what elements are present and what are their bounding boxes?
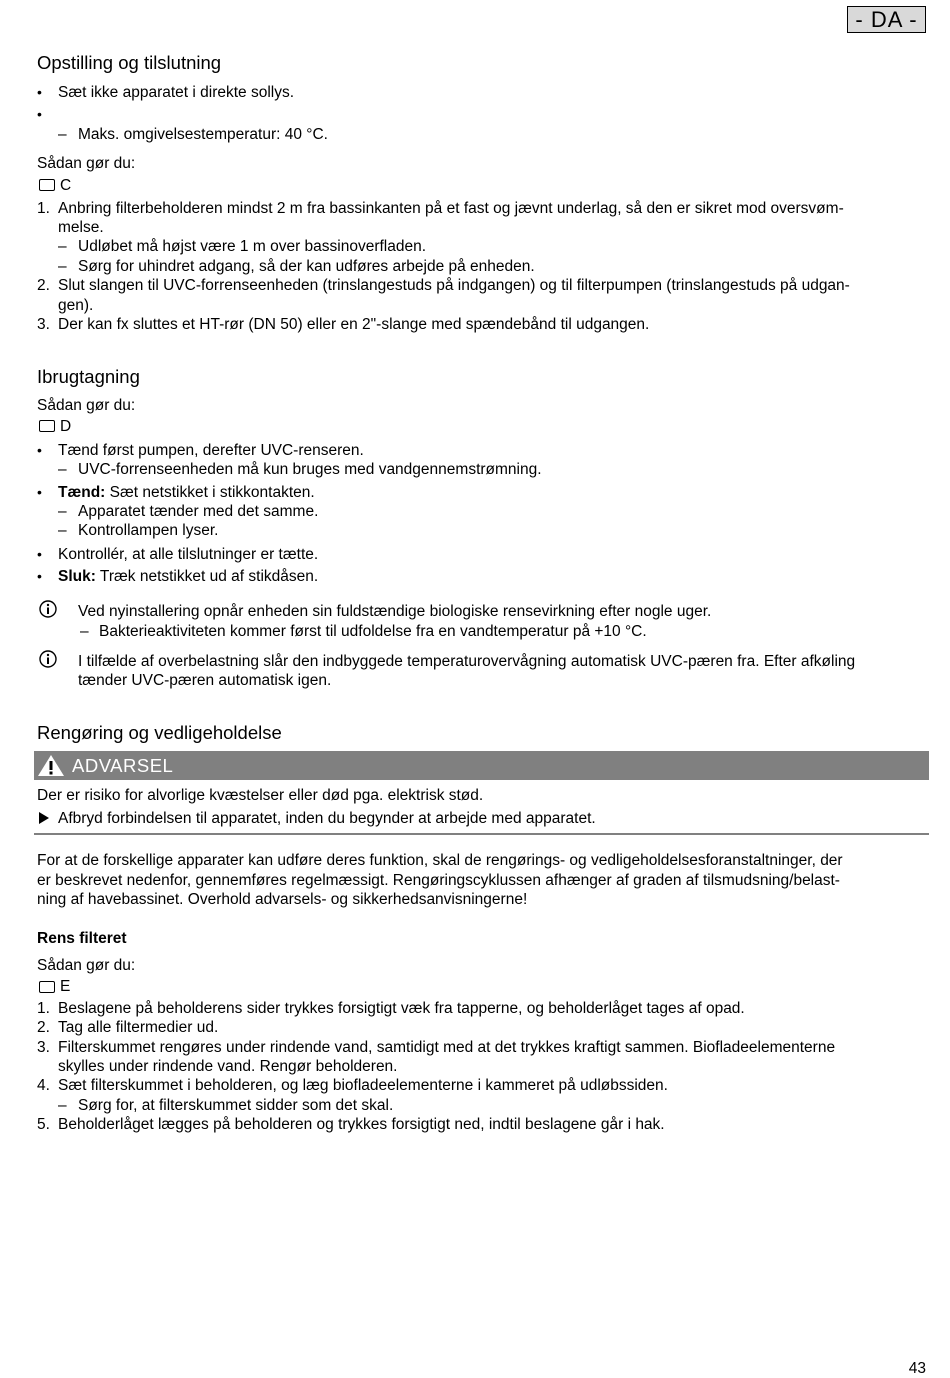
info-icon — [39, 650, 57, 668]
language-tag: - DA - — [847, 6, 926, 33]
startup-bullet-4-bold: Sluk: — [58, 568, 96, 585]
dash-icon: – — [58, 258, 67, 275]
section-title-maintenance: Rengøring og vedligeholdelse — [37, 722, 282, 743]
step-number: 3. — [37, 316, 50, 333]
bullet-icon: • — [37, 84, 42, 100]
dash-icon: – — [58, 1097, 67, 1114]
figure-ref-icon — [39, 420, 55, 432]
maintenance-step-3-line-2: skylles under rindende vand. Rengør beholderen. — [58, 1058, 398, 1075]
step-number: 1. — [37, 200, 50, 217]
bullet-icon: • — [37, 546, 42, 562]
warning-bar — [34, 751, 929, 780]
figure-ref-icon — [39, 179, 55, 191]
bullet-icon: • — [37, 106, 42, 122]
setup-dash-1: Maks. omgivelsestemperatur: 40 °C. — [78, 126, 328, 143]
startup-bullet-1: Tænd først pumpen, derefter UVC-renseren. — [58, 442, 364, 459]
setup-step-2-line-1: Slut slangen til UVC-forrenseenheden (trinslangestuds på indgangen) og til filterpumpen (trinslangestuds på udgan- — [58, 277, 850, 294]
step-number: 5. — [37, 1116, 50, 1133]
subsection-title-clean-filter: Rens filteret — [37, 930, 127, 947]
startup-bullet-4-rest: Træk netstikket ud af stikdåsen. — [95, 568, 319, 585]
dash-icon: – — [58, 522, 67, 539]
setup-step-1-line-1: Anbring filterbeholderen mindst 2 m fra bassinkanten på et fast og jævnt underlag, så den er sikret mod oversvøm- — [58, 200, 844, 217]
warning-label: ADVARSEL — [72, 755, 174, 776]
maintenance-step-4-dash: Sørg for, at filterskummet sidder som det skal. — [78, 1097, 394, 1114]
step-number: 4. — [37, 1077, 50, 1094]
maintenance-para-line-2: er beskrevet nedenfor, gennemføres regelmæssigt. Rengøringscyklussen afhænger af graden af tilsmudsning/belast- — [37, 872, 840, 889]
figure-ref-icon — [39, 981, 55, 993]
warning-action: Afbryd forbindelsen til apparatet, inden du begynder at arbejde med apparatet. — [58, 810, 596, 827]
startup-bullet-2-dash-2: Kontrollampen lyser. — [78, 522, 219, 539]
bullet-icon: • — [37, 442, 42, 458]
startup-bullet-3: Kontrollér, at alle tilslutninger er tætte. — [58, 546, 319, 563]
info-1-line-1: Ved nyinstallering opnår enheden sin fuldstændige biologiske rensevirkning efter nogle uger. — [78, 603, 712, 620]
warning-triangle-icon — [37, 754, 65, 777]
maintenance-step-2: Tag alle filtermedier ud. — [58, 1019, 219, 1036]
startup-bullet-2-rest: Sæt netstikket i stikkontakten. — [105, 484, 315, 501]
startup-bullet-4 — [58, 567, 318, 586]
setup-step-2-line-2: gen). — [58, 297, 94, 314]
maintenance-step-1: Beslagene på beholderens sider trykkes forsigtigt væk fra tapperne, og beholderlåget tages af opad. — [58, 1000, 745, 1017]
step-number: 1. — [37, 1000, 50, 1017]
dash-icon: – — [58, 238, 67, 255]
section-title-startup: Ibrugtagning — [37, 366, 140, 387]
startup-bullet-1-dash: UVC-forrenseenheden må kun bruges med vandgennemstrømning. — [78, 461, 542, 478]
setup-step-3-line-1: Der kan fx sluttes et HT-rør (DN 50) eller en 2"-slange med spændebånd til udgangen. — [58, 316, 650, 333]
setup-figure-ref: C — [60, 177, 72, 194]
setup-step-1-line-2: melse. — [58, 219, 104, 236]
dash-icon: – — [58, 503, 67, 520]
setup-bullet-1: Sæt ikke apparatet i direkte sollys. — [58, 84, 295, 101]
startup-how-to: Sådan gør du: — [37, 397, 136, 414]
step-number: 3. — [37, 1039, 50, 1056]
maintenance-figure-ref: E — [60, 978, 71, 995]
info-2-line-2: tænder UVC-pæren automatisk igen. — [78, 672, 332, 689]
step-number: 2. — [37, 277, 50, 294]
info-icon — [39, 600, 57, 618]
dash-icon: – — [80, 623, 89, 640]
page-number: 43 — [908, 1360, 926, 1377]
maintenance-para-line-1: For at de forskellige apparater kan udføre deres funktion, skal de rengørings- og vedligeholdelsesforanstaltninger, der — [37, 852, 843, 869]
triangle-right-icon — [39, 812, 50, 824]
maintenance-how-to: Sådan gør du: — [37, 957, 136, 974]
warning-divider — [34, 833, 929, 835]
startup-bullet-2-dash-1: Apparatet tænder med det samme. — [78, 503, 319, 520]
maintenance-para-line-3: ning af havebassinet. Overhold advarsels- og sikkerhedsanvisningerne! — [37, 891, 528, 908]
maintenance-step-3-line-1: Filterskummet rengøres under rindende vand, samtidigt med at det trykkes kraftigt sammen. Biofladeelementerne — [58, 1039, 836, 1056]
startup-bullet-2 — [58, 483, 315, 502]
startup-figure-ref: D — [60, 418, 72, 435]
startup-bullet-2-bold: Tænd: — [58, 484, 106, 501]
info-2-line-1: I tilfælde af overbelastning slår den indbyggede temperaturovervågning automatisk UVC-pæren fra. Efter afkøling — [78, 653, 856, 670]
dash-icon: – — [58, 126, 67, 143]
section-title-setup: Opstilling og tilslutning — [37, 52, 222, 73]
maintenance-step-5: Beholderlåget lægges på beholderen og trykkes forsigtigt ned, indtil beslagene går i hak. — [58, 1116, 665, 1133]
setup-step-1-dash-2: Sørg for uhindret adgang, så der kan udføres arbejde på enheden. — [78, 258, 535, 275]
warning-text: Der er risiko for alvorlige kvæstelser eller død pga. elektrisk stød. — [37, 787, 484, 804]
bullet-icon: • — [37, 484, 42, 500]
maintenance-step-4: Sæt filterskummet i beholderen, og læg biofladeelementerne i kammeret på udløbssiden. — [58, 1077, 668, 1094]
setup-step-1-dash-1: Udløbet må højst være 1 m over bassinoverfladen. — [78, 238, 427, 255]
bullet-icon: • — [37, 568, 42, 584]
step-number: 2. — [37, 1019, 50, 1036]
setup-how-to: Sådan gør du: — [37, 155, 136, 172]
dash-icon: – — [58, 461, 67, 478]
info-1-dash: Bakterieaktiviteten kommer først til udfoldelse fra en vandtemperatur på +10 °C. — [99, 623, 647, 640]
